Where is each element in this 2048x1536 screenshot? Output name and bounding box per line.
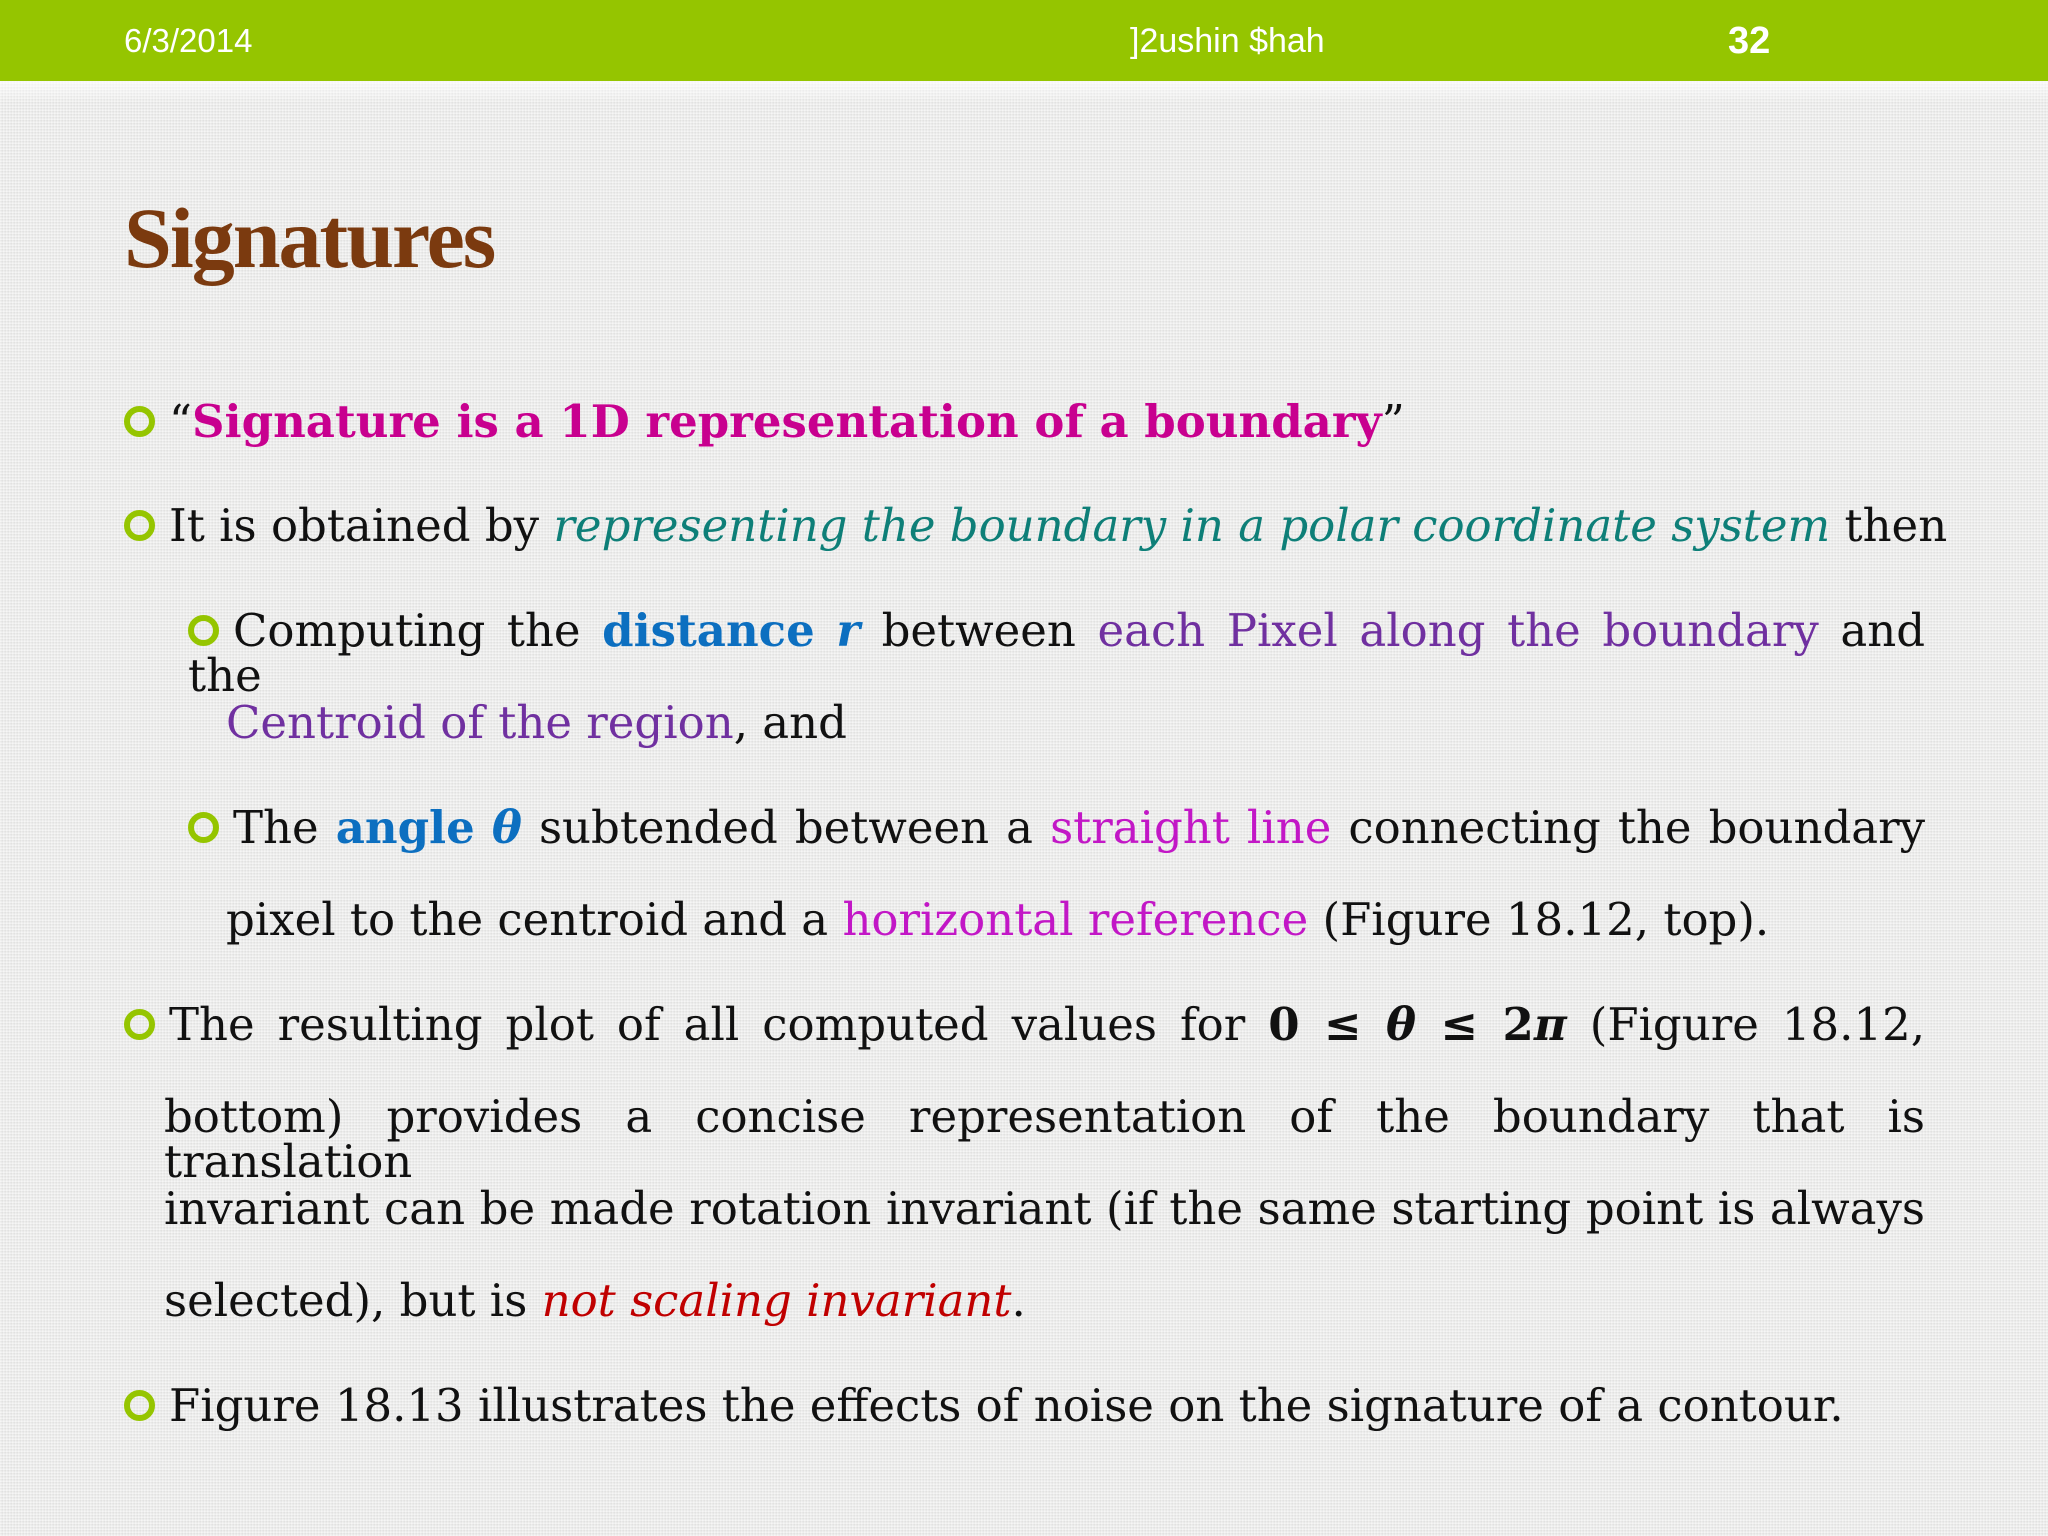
- bullet-circle-icon: [124, 1390, 155, 1421]
- subbullet-distance-cont: [226, 696, 847, 749]
- b5-line1-b: (Figure 18.12,: [1566, 998, 1926, 1051]
- b4-horizontal-ref: horizontal reference: [842, 893, 1309, 946]
- b2-text-3: then: [1830, 499, 1948, 552]
- bullet-resulting-plot-line3: [164, 1182, 1925, 1235]
- subbullet-angle: [188, 801, 1926, 854]
- bullet-circle-icon: [124, 510, 155, 541]
- b2-text-1: It is obtained by: [169, 499, 554, 552]
- bullet-circle-icon: [188, 615, 219, 646]
- slide-title: Signatures: [124, 190, 495, 286]
- bullet-circle-icon: [188, 812, 219, 843]
- bullet-resulting-plot-line2: [164, 1090, 1925, 1188]
- b5-line3: invariant can be made rotation invariant (if the same starting point is always: [164, 1182, 1925, 1235]
- b4-angle: angle: [335, 801, 475, 854]
- b3-r: r: [836, 604, 861, 657]
- b3-text-8: , and: [733, 696, 847, 749]
- bullet-resulting-plot: [124, 998, 1926, 1051]
- bullet-circle-icon: [124, 1009, 155, 1040]
- b5-math-theta: θ: [1386, 998, 1417, 1051]
- b5-math-3: ≤ 2: [1416, 998, 1534, 1051]
- b2-polar-phrase: representing the boundary in a polar coordinate system: [553, 499, 1831, 552]
- b3-text-1: Computing the: [233, 604, 603, 657]
- bullet-circle-icon: [124, 406, 155, 437]
- header-date: 6/3/2014: [124, 22, 253, 59]
- open-quote: “: [169, 395, 193, 448]
- close-quote: ”: [1381, 395, 1405, 448]
- b5-line2: bottom) provides a concise representation of the boundary that is translation: [164, 1090, 1925, 1188]
- b5-line4-a: selected), but is: [164, 1274, 542, 1327]
- b4-text-4: subtended between a: [521, 801, 1051, 854]
- header-shadow: [0, 81, 2048, 103]
- b5-math-pi: π: [1533, 998, 1567, 1051]
- b3-text-4: between: [860, 604, 1098, 657]
- b3-distance: distance: [602, 604, 815, 657]
- bullet-figure-noise: [124, 1379, 1844, 1432]
- subbullet-distance: [188, 604, 1926, 702]
- b4-straight-line: straight line: [1050, 801, 1332, 854]
- b3-each-pixel: each Pixel along the boundary: [1097, 604, 1819, 657]
- page-number: 32: [1728, 20, 1771, 62]
- bullet-obtained-by: [124, 499, 1948, 552]
- header-author: ]2ushin $hah: [1130, 22, 1325, 60]
- bullet-signature-definition: [124, 395, 1405, 448]
- header-bar: [0, 0, 2048, 81]
- b5-line4-c: .: [1011, 1274, 1026, 1327]
- b4-theta: θ: [491, 801, 522, 854]
- b3-text-6: and the: [188, 604, 1926, 702]
- subbullet-angle-cont: [226, 893, 1770, 946]
- b4-text-6: connecting the boundary: [1331, 801, 1926, 854]
- b4-text-7: pixel to the centroid and a: [226, 893, 843, 946]
- b4-text-1: The: [233, 801, 336, 854]
- b6-text: Figure 18.13 illustrates the effects of noise on the signature of a contour.: [169, 1379, 1844, 1432]
- b5-math-1: 0 ≤: [1268, 998, 1387, 1051]
- b4-text-9: (Figure 18.12, top).: [1308, 893, 1770, 946]
- b5-not-scaling: not scaling invariant: [541, 1274, 1012, 1327]
- definition-text: Signature is a 1D representation of a boundary: [192, 395, 1382, 448]
- b5-line1-a: The resulting plot of all computed values for: [169, 998, 1269, 1051]
- bullet-resulting-plot-line4: [164, 1274, 1026, 1327]
- b3-centroid: Centroid of the region: [226, 696, 734, 749]
